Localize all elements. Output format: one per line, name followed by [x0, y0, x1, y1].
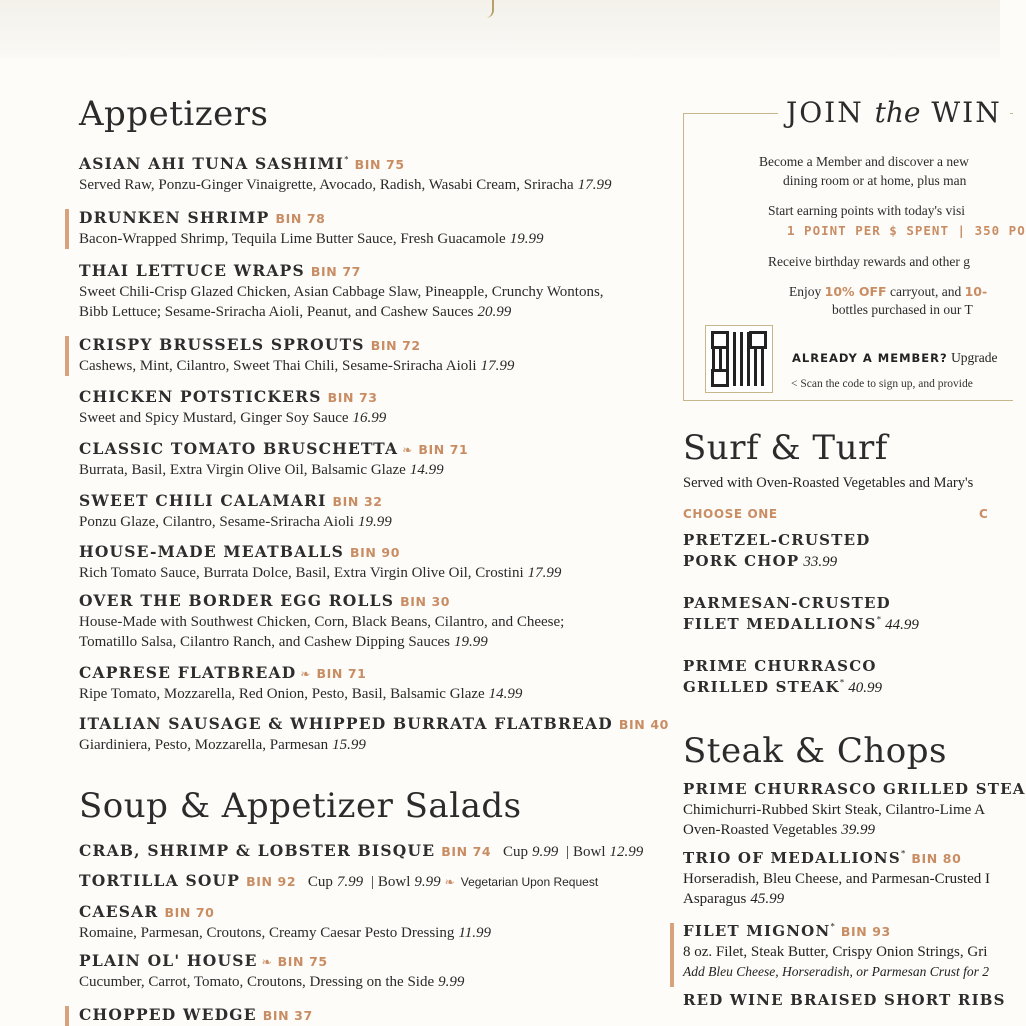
- item-price: 15.99: [332, 737, 366, 753]
- item-name: CAPRESE FLATBREAD: [79, 663, 297, 682]
- bowl-label: Bowl: [573, 844, 606, 860]
- item-name: TORTILLA SOUP: [79, 871, 241, 890]
- text-part: Enjoy: [789, 284, 825, 299]
- menu-item: [683, 848, 990, 909]
- item-desc: Giardiniera, Pesto, Mozzarella, Parmesan: [79, 737, 329, 753]
- item-name: TRIO OF MEDALLIONS: [683, 849, 901, 867]
- discount-highlight: 10% OFF: [824, 284, 887, 299]
- menu-item: [79, 870, 649, 892]
- bin-label: BIN 90: [350, 545, 401, 560]
- item-desc: Cucumber, Carrot, Tomato, Croutons, Dressing on the Side: [79, 974, 435, 990]
- menu-item: [683, 921, 989, 982]
- menu-item: [79, 153, 649, 195]
- item-sup: *: [830, 921, 835, 932]
- bin-label: BIN 93: [840, 924, 891, 939]
- menu-item: [79, 713, 669, 755]
- item-name: PLAIN OL' HOUSE: [79, 951, 258, 970]
- item-name: HOUSE-MADE MEATBALLS: [79, 542, 345, 561]
- item-name: CHOPPED WEDGE: [79, 1005, 257, 1024]
- item-name-clipped: RED WINE BRAISED SHORT RIBS: [683, 991, 1006, 1009]
- item-name: CHICKEN POTSTICKERS: [79, 387, 322, 406]
- option-sup: *: [839, 677, 845, 688]
- item-price: 39.99: [841, 822, 876, 838]
- surf-turf-subtitle: Served with Oven-Roasted Vegetables and Mary's: [683, 475, 974, 491]
- points-line: 1 POINT PER $ SPENT | 350 PO: [787, 223, 1026, 238]
- item-desc: Burrata, Basil, Extra Virgin Olive Oil, Balsamic Glaze: [79, 462, 406, 478]
- appetizers-title: Appetizers: [79, 94, 269, 134]
- cup-price: 9.99: [531, 844, 559, 860]
- leaf-icon: ❧: [261, 955, 272, 969]
- item-desc: Ripe Tomato, Mozzarella, Red Onion, Pesto, Basil, Balsamic Glaze: [79, 686, 485, 702]
- option-line2: FILET MEDALLIONS: [683, 615, 877, 633]
- surf-turf-option: [683, 530, 870, 572]
- steak-chops-title: Steak & Chops: [683, 731, 947, 771]
- wine-line: bottles purchased in our T: [832, 302, 973, 317]
- bin-label: BIN 75: [354, 157, 405, 172]
- title-part: JOIN: [786, 96, 875, 129]
- bin-label: BIN 71: [316, 666, 367, 681]
- item-price: 19.99: [509, 231, 544, 247]
- item-name: OVER THE BORDER EGG ROLLS: [79, 591, 395, 610]
- item-price: 14.99: [409, 462, 444, 478]
- bin-label: BIN 70: [164, 905, 215, 920]
- item-price: 20.99: [477, 304, 512, 320]
- separator: |: [565, 844, 569, 860]
- item-desc: Bacon-Wrapped Shrimp, Tequila Lime Butter Sauce, Fresh Guacamole: [79, 231, 506, 247]
- menu-item: [79, 334, 649, 376]
- leaf-icon: ❧: [444, 875, 455, 889]
- wine-line: [789, 284, 987, 300]
- item-name: THAI LETTUCE WRAPS: [79, 261, 305, 280]
- item-desc: Oven-Roasted Vegetables: [683, 822, 838, 838]
- item-desc: Sweet and Spicy Mustard, Ginger Soy Sauce: [79, 410, 349, 426]
- item-name: DRUNKEN SHRIMP: [79, 208, 270, 227]
- cup-price: 7.99: [336, 874, 364, 890]
- surf-turf-option: [683, 656, 882, 698]
- item-name: PRIME CHURRASCO GRILLED STEA: [683, 780, 1026, 798]
- menu-item: [79, 541, 649, 583]
- item-desc: Tomatillo Salsa, Cilantro Ranch, and Cashew Dipping Sauces: [79, 634, 450, 650]
- item-price: 17.99: [577, 177, 612, 193]
- item-name: ITALIAN SAUSAGE & WHIPPED BURRATA FLATBREAD: [79, 714, 613, 733]
- menu-item: [79, 260, 649, 322]
- menu-item: [79, 950, 649, 992]
- bowl-price: 12.99: [609, 844, 644, 860]
- menu-item: [79, 901, 649, 943]
- menu-item: [79, 840, 649, 862]
- option-sup: *: [876, 614, 882, 625]
- bin-label: BIN 92: [246, 874, 297, 889]
- bin-label: BIN 32: [332, 494, 383, 509]
- item-desc: Romaine, Parmesan, Croutons, Creamy Caesar Pesto Dressing: [79, 925, 455, 941]
- choose-one-label: CHOOSE ONE: [683, 507, 778, 521]
- option-line1: PRETZEL-CRUSTED: [683, 531, 871, 549]
- item-price: 11.99: [458, 925, 491, 941]
- bin-label: BIN 77: [310, 264, 361, 279]
- bin-label: BIN 74: [441, 844, 492, 859]
- bin-label: BIN 37: [262, 1008, 313, 1023]
- bin-label: BIN 75: [277, 954, 328, 969]
- option-line1: PRIME CHURRASCO: [683, 657, 877, 675]
- wine-club-title: [778, 96, 1010, 129]
- item-desc: Rich Tomato Sauce, Burrata Dolce, Basil, Extra Virgin Olive Oil, Crostini: [79, 565, 524, 581]
- item-desc: Served Raw, Ponzu-Ginger Vinaigrette, Avocado, Radish, Wasabi Cream, Sriracha: [79, 177, 574, 193]
- menu-item: [79, 1004, 649, 1026]
- item-price: 19.99: [453, 634, 488, 650]
- item-name: CRISPY BRUSSELS SPROUTS: [79, 335, 365, 354]
- bowl-price: 9.99: [414, 874, 441, 890]
- leaf-icon: ❧: [300, 667, 311, 681]
- bin-label: BIN 71: [418, 442, 469, 457]
- bin-label: BIN 40: [618, 717, 669, 732]
- menu-item: [79, 662, 649, 704]
- item-desc: 8 oz. Filet, Steak Butter, Crispy Onion Strings, Gri: [683, 944, 988, 960]
- option-price: 33.99: [803, 554, 838, 570]
- item-desc: House-Made with Southwest Chicken, Corn, Black Beans, Cilantro, and Cheese;: [79, 614, 565, 630]
- item-desc: Ponzu Glaze, Cilantro, Sesame-Sriracha Aioli: [79, 514, 354, 530]
- item-desc: Asparagus: [683, 891, 747, 907]
- separator: |: [370, 874, 374, 890]
- item-price: 9.99: [438, 974, 465, 990]
- bin-label: BIN 73: [327, 390, 378, 405]
- menu-item: [683, 779, 1026, 840]
- discount-highlight: 10-: [964, 284, 988, 299]
- soups-title: Soup & Appetizer Salads: [79, 786, 522, 826]
- cup-label: Cup: [502, 844, 528, 860]
- bin-label: BIN 78: [275, 211, 326, 226]
- item-sup: *: [344, 154, 349, 165]
- bin-label: BIN 80: [911, 851, 962, 866]
- member-line: [792, 350, 998, 366]
- flourish-ornament: [486, 0, 494, 18]
- item-price: 14.99: [488, 686, 523, 702]
- wine-line: Receive birthday rewards and other g: [768, 254, 971, 269]
- option-price: 44.99: [885, 617, 919, 633]
- item-desc: Horseradish, Bleu Cheese, and Parmesan-Crusted I: [683, 871, 991, 887]
- right-column: [683, 0, 1026, 1009]
- item-desc: Cashews, Mint, Cilantro, Sweet Thai Chili, Sesame-Sriracha Aioli: [79, 358, 477, 374]
- item-price: 17.99: [527, 565, 562, 581]
- menu-item: [79, 490, 649, 532]
- item-name: ASIAN AHI TUNA SASHIMI: [79, 154, 345, 173]
- menu-item: [79, 207, 649, 249]
- surf-turf-title: Surf & Turf: [683, 428, 888, 468]
- item-addon: Add Bleu Cheese, Horseradish, or Parmesan Crust for 2: [683, 964, 989, 979]
- choose-label-clipped: C: [979, 507, 989, 521]
- item-name: CRAB, SHRIMP & LOBSTER BISQUE: [79, 841, 436, 860]
- option-price: 40.99: [848, 680, 883, 696]
- option-line2: GRILLED STEAK: [683, 678, 840, 696]
- title-part: WIN: [920, 96, 1002, 129]
- bin-label: BIN 30: [400, 594, 451, 609]
- option-line2: PORK CHOP: [683, 552, 800, 570]
- item-price: 16.99: [352, 410, 387, 426]
- item-price: 45.99: [750, 891, 785, 907]
- vegetarian-note: Vegetarian Upon Request: [460, 875, 599, 889]
- wine-line: Become a Member and discover a new: [759, 154, 969, 169]
- bowl-label: Bowl: [377, 874, 411, 890]
- item-sup: *: [900, 848, 906, 859]
- upgrade-text: Upgrade: [947, 350, 998, 365]
- title-part: the: [874, 96, 921, 129]
- wine-line: Start earning points with today's visi: [768, 203, 966, 218]
- text-part: carryout, and: [886, 284, 965, 299]
- item-name: CLASSIC TOMATO BRUSCHETTA: [79, 439, 399, 458]
- item-price: 19.99: [357, 514, 392, 530]
- qr-code-icon[interactable]: [705, 325, 773, 393]
- wine-line: dining room or at home, plus man: [783, 173, 967, 188]
- option-line1: PARMESAN-CRUSTED: [683, 594, 891, 612]
- menu-item: [79, 438, 649, 480]
- item-desc: Bibb Lettuce; Sesame-Sriracha Aioli, Peanut, and Cashew Sauces: [79, 304, 474, 320]
- item-desc: Sweet Chili-Crisp Glazed Chicken, Asian Cabbage Slaw, Pineapple, Crunchy Wontons,: [79, 284, 604, 300]
- menu-item: [79, 386, 649, 428]
- cup-label: Cup: [307, 874, 333, 890]
- item-name: CAESAR: [79, 902, 159, 921]
- item-name: FILET MIGNON: [683, 922, 831, 940]
- bin-label: BIN 72: [370, 338, 421, 353]
- surf-turf-option: [683, 593, 919, 635]
- leaf-icon: ❧: [402, 443, 413, 457]
- item-name: SWEET CHILI CALAMARI: [79, 491, 327, 510]
- scan-note: < Scan the code to sign up, and provide: [791, 378, 973, 390]
- menu-item: [79, 590, 649, 652]
- item-desc: Chimichurri-Rubbed Skirt Steak, Cilantro-Lime A: [683, 802, 986, 818]
- member-label: ALREADY A MEMBER?: [792, 351, 948, 365]
- left-column: [79, 94, 669, 1026]
- item-price: 17.99: [480, 358, 515, 374]
